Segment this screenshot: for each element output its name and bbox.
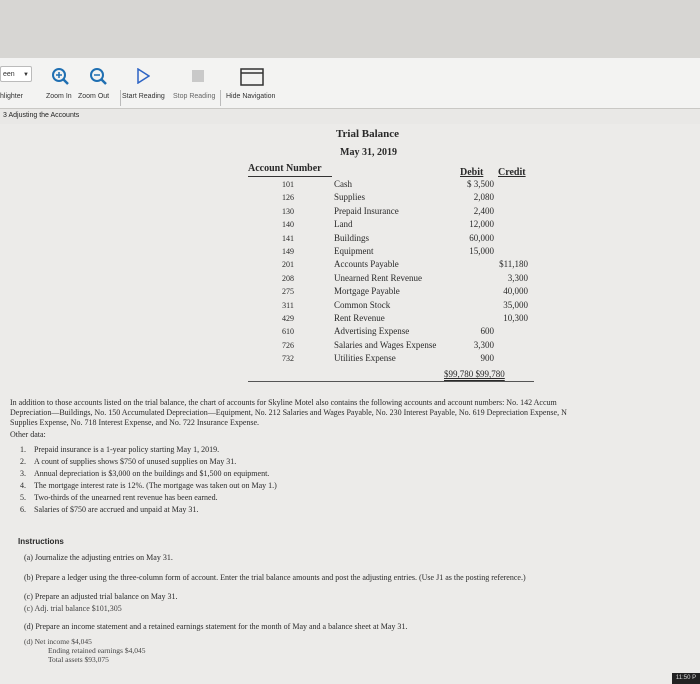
trial-balance-row (248, 340, 534, 351)
toolbar-divider (220, 90, 221, 106)
account-number-cell: 732 (282, 354, 294, 364)
zoom-in-icon[interactable] (50, 66, 70, 86)
account-name-cell: Common Stock (334, 299, 391, 310)
zoom-out-icon[interactable] (88, 66, 108, 86)
chevron-down-icon: ▼ (23, 72, 29, 78)
account-number-cell: 149 (282, 247, 294, 256)
play-icon[interactable] (136, 68, 150, 84)
hide-navigation-label[interactable]: Hide Navigation (226, 93, 276, 100)
item-text: A count of supplies shows $750 of unused supplies on May 31. (34, 457, 237, 466)
account-number-cell: 208 (282, 273, 294, 283)
item-number: 1. (20, 445, 26, 454)
trial-balance-row (248, 246, 534, 257)
instruction-item: (b) Prepare a ledger using the three-column form of account. Enter the trial balance amounts and post the adjusting entries. (Use J1 as the posting reference.) (24, 573, 526, 582)
trial-balance-date: May 31, 2019 (340, 147, 397, 158)
account-name-cell: Land (334, 219, 353, 230)
item-text: Salaries of $750 are accrued and unpaid at May 31. (34, 505, 199, 514)
trial-balance-row (248, 313, 534, 324)
account-name-cell: Accounts Payable (334, 259, 399, 270)
item-number: 2. (20, 457, 26, 466)
debit-cell: 3,300 (473, 339, 494, 350)
account-number-header: Account Number (248, 163, 322, 174)
item-number: 6. (20, 505, 26, 514)
highlighter-label[interactable]: hlighter (0, 93, 23, 100)
account-name-cell: Mortgage Payable (334, 286, 400, 297)
debit-cell: 15,000 (469, 246, 494, 256)
account-name-cell: Rent Revenue (334, 313, 385, 323)
account-number-cell: 141 (282, 233, 294, 243)
item-number: 4. (20, 481, 26, 490)
item-text: The mortgage interest rate is 12%. (The mortgage was taken out on May 1.) (34, 481, 277, 490)
credit-cell: 10,300 (503, 313, 528, 323)
zoom-in-label[interactable]: Zoom In (46, 93, 72, 100)
credit-cell: 3,300 (507, 272, 528, 283)
debit-cell: 2,400 (473, 205, 494, 216)
account-number-cell: 126 (282, 193, 294, 203)
item-text: Prepaid insurance is a 1-year policy starting May 1, 2019. (34, 445, 220, 454)
item-number: 3. (20, 469, 26, 478)
account-number-cell: 130 (282, 206, 294, 216)
item-text: Annual depreciation is $3,000 on the buildings and $1,500 on equipment. (34, 469, 270, 478)
debit-cell: 12,000 (469, 219, 494, 230)
credit-cell: 35,000 (503, 299, 528, 310)
dropdown-value: een (3, 71, 15, 78)
trial-balance-title: Trial Balance (336, 128, 400, 140)
answer-text: (d) Net income $4,045 (24, 637, 92, 646)
account-number-cell: 429 (282, 314, 294, 323)
credit-cell: $11,180 (499, 259, 528, 270)
account-name-cell: Prepaid Insurance (334, 205, 399, 216)
account-name-cell: Salaries and Wages Expense (334, 339, 437, 350)
paragraph-line: In addition to those accounts listed on the trial balance, the chart of accounts for Skyline Motel also contains the following accounts and account numbers: No. 142 Accum (10, 398, 557, 407)
account-name-cell: Advertising Expense (334, 326, 410, 337)
trial-balance-row (248, 233, 534, 244)
zoom-out-label[interactable]: Zoom Out (78, 93, 110, 100)
instruction-item: (c) Prepare an adjusted trial balance on May 31. (24, 592, 178, 601)
account-number-cell: 101 (282, 180, 294, 189)
item-text: Two-thirds of the unearned rent revenue has been earned. (34, 493, 218, 502)
other-data-item (20, 480, 277, 492)
account-name-cell: Buildings (334, 232, 370, 243)
hide-navigation-icon[interactable] (240, 68, 264, 86)
paragraph-line: Supplies Expense, No. 718 Interest Expense, and No. 722 Insurance Expense. (10, 418, 260, 427)
account-number-cell: 311 (282, 300, 294, 310)
account-number-cell: 610 (282, 327, 294, 337)
account-name-cell: Equipment (334, 246, 374, 256)
instruction-item: (a) Journalize the adjusting entries on May 31. (24, 553, 173, 562)
debit-header: Debit (460, 167, 484, 178)
toolbar-divider (120, 90, 121, 106)
header-underline (248, 176, 332, 177)
debit-cell: 900 (480, 353, 494, 364)
answer-text: Ending retained earnings $4,045 (48, 646, 146, 655)
trial-balance-row (248, 206, 534, 217)
debit-cell: $ 3,500 (467, 179, 494, 189)
other-data-item (20, 504, 277, 516)
trial-balance-row (248, 179, 534, 190)
account-number-cell: 140 (282, 220, 294, 230)
account-name-cell: Supplies (334, 192, 366, 203)
trial-balance-row (248, 300, 534, 311)
answer-text: Total assets $93,075 (48, 655, 109, 664)
other-data-list (20, 444, 277, 516)
highlight-color-dropdown[interactable] (0, 66, 32, 82)
other-data-item (20, 468, 277, 480)
other-data-item (20, 456, 277, 468)
item-number: 5. (20, 493, 26, 502)
taskbar-clock: 11:50 P (672, 673, 700, 684)
debit-cell: 60,000 (469, 232, 494, 243)
start-reading-label[interactable]: Start Reading (122, 93, 165, 100)
other-data-item (20, 444, 277, 456)
account-number-cell: 726 (282, 340, 294, 350)
credit-header: Credit (498, 167, 526, 178)
trial-balance-row (248, 259, 534, 270)
window-top-strip (0, 0, 700, 58)
trial-balance-row (248, 286, 534, 297)
account-name-cell: Utilities Expense (334, 353, 396, 364)
section-title: 3 Adjusting the Accounts (3, 112, 80, 119)
trial-balance-row (248, 273, 534, 284)
account-name-cell: Cash (334, 179, 352, 189)
paragraph-line: Depreciation—Buildings, No. 150 Accumulated Depreciation—Equipment, No. 212 Salaries and Wages Payable, No. 230 Interest Payable, No. 619 Depreciation Expense, N (10, 408, 567, 417)
account-number-cell: 201 (282, 260, 294, 270)
trial-balance-row (248, 326, 534, 337)
instructions-heading: Instructions (18, 537, 64, 546)
account-number-cell: 275 (282, 287, 294, 297)
trial-balance-totals: $99,780 $99,780 (444, 369, 505, 379)
debit-cell: 2,080 (473, 192, 494, 203)
other-data-item (20, 492, 277, 504)
stop-icon[interactable] (192, 70, 204, 82)
other-data-heading: Other data: (10, 430, 46, 439)
credit-cell: 40,000 (503, 286, 528, 297)
instruction-item: (d) Prepare an income statement and a retained earnings statement for the month of May and a balance sheet at May 31. (24, 622, 408, 631)
debit-cell: 600 (480, 326, 494, 337)
reader-toolbar (0, 58, 700, 109)
trial-balance-row (248, 219, 534, 230)
trial-balance-row (248, 353, 534, 364)
trial-balance-table (248, 163, 534, 382)
stop-reading-label[interactable]: Stop Reading (173, 93, 216, 100)
trial-balance-row (248, 192, 534, 203)
answer-text: (c) Adj. trial balance $101,305 (24, 604, 122, 613)
account-name-cell: Unearned Rent Revenue (334, 272, 422, 283)
